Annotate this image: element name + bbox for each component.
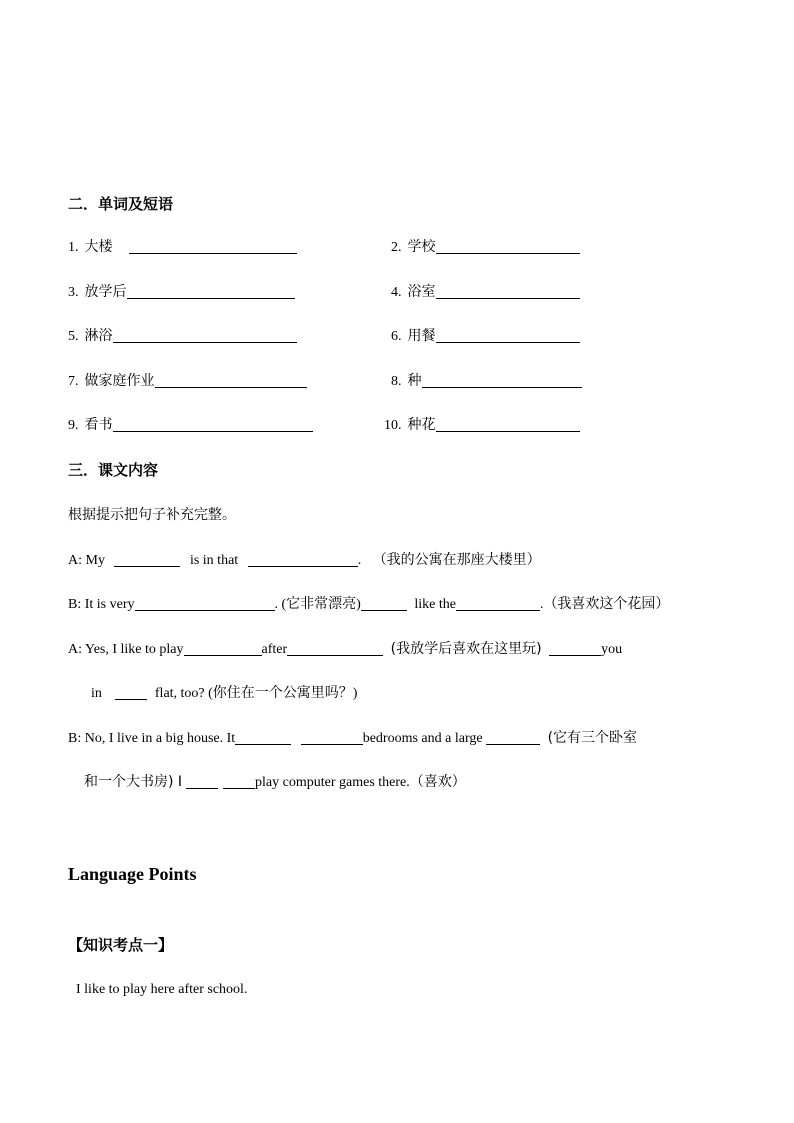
answer-blank[interactable] <box>436 417 580 432</box>
item-word: 做家庭作业 <box>84 373 155 389</box>
answer-blank[interactable] <box>135 596 275 611</box>
vocab-item-6 <box>391 325 580 345</box>
section3-instruction: 根据提示把句子补充完整。 <box>68 507 236 523</box>
answer-blank[interactable] <box>436 239 580 254</box>
text-segment: A: My <box>68 553 105 568</box>
answer-blank[interactable] <box>184 641 262 656</box>
item-number: 1. <box>68 240 79 255</box>
knowledge-point-1-sentence: I like to play here after school. <box>76 982 248 997</box>
item-number: 7. <box>68 374 79 389</box>
vocab-item-3 <box>68 281 295 301</box>
item-word: 大楼 <box>84 239 113 255</box>
item-number: 9. <box>68 418 79 433</box>
text-segment: A: Yes, I like to play <box>68 642 184 657</box>
text-segment: in <box>91 686 102 701</box>
text-segment: flat, too? (你住在一个公寓里吗？) <box>154 686 358 701</box>
item-number: 8. <box>391 374 402 389</box>
item-word: 学校 <box>407 239 436 255</box>
text-segment: B: No, I live in a big house. It <box>68 731 236 746</box>
answer-blank[interactable] <box>223 774 255 789</box>
text-segment: is in that <box>189 553 239 568</box>
vocab-item-1 <box>68 236 297 256</box>
translation: (我放学后喜欢在这里玩) <box>390 641 542 657</box>
text-segment: play computer games there.（喜欢） <box>255 775 466 790</box>
answer-blank[interactable] <box>486 730 540 745</box>
answer-blank[interactable] <box>186 774 218 789</box>
section3-title: 三．课文内容 <box>68 461 159 479</box>
answer-blank[interactable] <box>127 284 295 299</box>
item-word: 浴室 <box>407 284 436 300</box>
answer-blank[interactable] <box>113 328 297 343</box>
answer-blank[interactable] <box>129 239 297 254</box>
text-segment: after <box>261 642 288 657</box>
item-number: 4. <box>391 285 402 300</box>
answer-blank[interactable] <box>301 730 363 745</box>
dialogue-line-2 <box>68 593 669 613</box>
dialogue-line-6 <box>84 771 466 791</box>
answer-blank[interactable] <box>114 552 180 567</box>
item-number: 3. <box>68 285 79 300</box>
item-word: 种 <box>407 373 422 389</box>
answer-blank[interactable] <box>155 373 307 388</box>
vocab-item-4 <box>391 281 580 301</box>
text-segment: like the <box>414 597 456 612</box>
translation: .（我喜欢这个花园） <box>539 597 670 612</box>
dialogue-line-4 <box>91 682 357 702</box>
language-points-title: Language Points <box>68 864 197 884</box>
dialogue-line-3 <box>68 638 622 658</box>
answer-blank[interactable] <box>456 596 540 611</box>
item-word: 看书 <box>84 417 113 433</box>
vocab-item-5 <box>68 325 297 345</box>
answer-blank[interactable] <box>436 284 580 299</box>
answer-blank[interactable] <box>549 641 601 656</box>
item-word: 淋浴 <box>84 328 113 344</box>
item-number: 2. <box>391 240 402 255</box>
vocab-item-10 <box>384 414 580 434</box>
dialogue-line-5 <box>68 727 637 747</box>
item-word: 用餐 <box>407 328 436 344</box>
answer-blank[interactable] <box>422 373 582 388</box>
answer-blank[interactable] <box>235 730 291 745</box>
translation: (它有三个卧室 <box>547 730 638 746</box>
item-number: 6. <box>391 329 402 344</box>
answer-blank[interactable] <box>113 417 313 432</box>
item-number: 10. <box>384 418 402 433</box>
text-segment: . <box>357 553 362 568</box>
text-segment: 和一个大书房) I <box>84 774 183 790</box>
vocab-item-7 <box>68 370 307 390</box>
item-word: 放学后 <box>84 284 127 300</box>
item-word: 种花 <box>407 417 436 433</box>
text-segment: B: It is very <box>68 597 135 612</box>
answer-blank[interactable] <box>361 596 407 611</box>
text-segment: you <box>601 642 623 657</box>
answer-blank[interactable] <box>248 552 358 567</box>
knowledge-point-1-title: 【知识考点一】 <box>68 936 174 954</box>
vocab-item-2 <box>391 236 580 256</box>
item-number: 5. <box>68 329 79 344</box>
dialogue-line-1 <box>68 549 541 569</box>
answer-blank[interactable] <box>436 328 580 343</box>
text-segment: bedrooms and a large <box>362 731 483 746</box>
text-segment: . (它非常漂亮) <box>274 597 361 612</box>
vocab-item-8 <box>391 370 582 390</box>
translation: （我的公寓在那座大楼里） <box>372 552 541 568</box>
answer-blank[interactable] <box>287 641 383 656</box>
section2-title: 二．单词及短语 <box>68 195 174 213</box>
vocab-item-9 <box>68 414 313 434</box>
answer-blank[interactable] <box>115 685 147 700</box>
